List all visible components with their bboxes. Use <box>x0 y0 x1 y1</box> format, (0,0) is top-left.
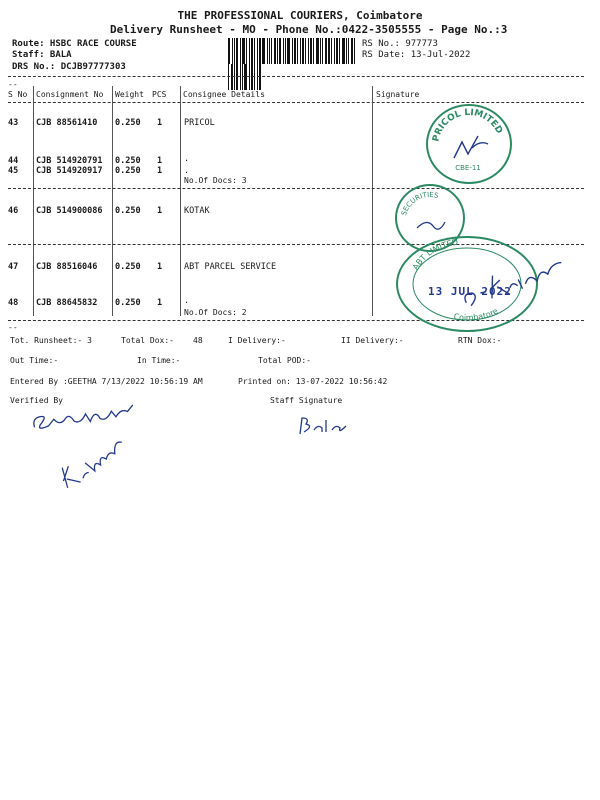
rs-number: RS No.: 977773 <box>362 39 438 49</box>
barcode-bar <box>257 64 258 90</box>
barcode-bar <box>310 38 312 64</box>
staff-line: Staff: BALA <box>12 50 72 60</box>
table-cell-consignee: . <box>184 154 190 164</box>
barcode-bar <box>249 64 250 90</box>
barcode-bar <box>242 64 243 90</box>
table-cell-weight: 0.250 <box>115 206 141 216</box>
barcode-bar <box>302 38 304 64</box>
barcode-bar <box>267 38 268 64</box>
table-cell-weight: 0.250 <box>115 166 141 176</box>
table-cell-pcs: 1 <box>157 118 163 128</box>
barcode-bar <box>300 38 301 64</box>
table-cell-pcs: 1 <box>157 206 163 216</box>
barcode-bar <box>249 38 250 64</box>
barcode-bar <box>231 64 233 90</box>
barcode-bar <box>277 38 278 64</box>
table-cell-consignee: . <box>184 166 190 176</box>
docs-count: No.Of Docs: 2 <box>184 308 247 317</box>
barcode-bar <box>354 38 355 64</box>
route-line: Route: HSBC RACE COURSE <box>12 39 137 49</box>
barcode-bar <box>259 64 261 90</box>
column-line <box>33 86 34 316</box>
marker-bottom: -- <box>8 323 18 332</box>
svg-text:PRICOL LIMITED: PRICOL LIMITED <box>431 107 505 143</box>
barcode-bar <box>283 38 284 64</box>
marker-top: -- <box>8 80 18 89</box>
barcode-bar <box>259 38 261 64</box>
table-cell-consignment: CJB 514920917 <box>36 166 103 176</box>
table-cell-sno: 43 <box>8 118 19 128</box>
table-cell-pcs: 1 <box>157 166 163 176</box>
col-header-consignment: Consignment No <box>36 90 104 99</box>
barcode-bar <box>240 38 241 64</box>
total-dox-label: Total Dox:- <box>121 336 174 345</box>
table-cell-consignment: CJB 88516046 <box>36 262 98 272</box>
barcode-bar <box>305 38 306 64</box>
table-cell-sno: 47 <box>8 262 19 272</box>
docs-count: No.Of Docs: 3 <box>184 176 247 185</box>
barcode-bar <box>262 38 265 64</box>
in-time: In Time:- <box>137 356 181 365</box>
barcode-bar <box>348 38 349 64</box>
table-cell-consignment: CJB 514920791 <box>36 156 103 166</box>
barcode-bar <box>351 38 353 64</box>
barcode-bar <box>269 38 270 64</box>
barcode-bar <box>246 38 247 64</box>
table-cell-pcs: 1 <box>157 262 163 272</box>
barcode-bar <box>294 38 296 64</box>
i-delivery: I Delivery:- <box>228 336 286 345</box>
barcode-bar <box>242 38 245 64</box>
pricol-stamp <box>426 104 512 184</box>
table-cell-weight: 0.250 <box>115 156 141 166</box>
divider <box>8 76 584 77</box>
entered-by: Entered By :GEETHA 7/13/2022 10:56:19 AM <box>10 377 203 386</box>
barcode-bar <box>325 38 327 64</box>
printed-on: Printed on: 13-07-2022 10:56:42 <box>238 377 388 386</box>
svg-text:SECURITIES: SECURITIES <box>399 190 440 217</box>
ii-delivery: II Delivery:- <box>341 336 404 345</box>
table-cell-weight: 0.250 <box>115 118 141 128</box>
table-cell-consignee: ABT PARCEL SERVICE <box>184 262 277 272</box>
table-cell-consignment: CJB 88561410 <box>36 118 98 128</box>
barcode-bar <box>308 38 309 64</box>
total-runsheet: Tot. Runsheet:- 3 <box>10 336 92 345</box>
barcode-bar <box>331 38 332 64</box>
col-header-signature: Signature <box>376 90 420 99</box>
barcode-bar <box>244 64 247 90</box>
barcode-bar <box>346 38 347 64</box>
svg-text:ABT LIMITED: ABT LIMITED <box>410 238 459 272</box>
barcode-bar <box>336 38 338 64</box>
barcode-bar <box>254 38 255 64</box>
col-header-pcs: PCS <box>152 90 167 99</box>
table-cell-sno: 44 <box>8 156 19 166</box>
company-title: THE PROFESSIONAL COURIERS, Coimbatore <box>177 9 423 22</box>
staff-signature-art <box>296 412 356 438</box>
barcode-bar <box>328 38 330 64</box>
rs-date: RS Date: 13-Jul-2022 <box>362 50 471 60</box>
barcode-bar <box>339 38 340 64</box>
barcode-bar <box>228 64 229 90</box>
table-cell-consignment: CJB 514900086 <box>36 206 103 216</box>
staff-signature <box>296 412 356 442</box>
col-header-sno: S No <box>8 90 28 99</box>
barcode-bar <box>236 64 238 90</box>
verified-by-label: Verified By <box>10 396 63 405</box>
out-time: Out Time:- <box>10 356 59 365</box>
barcode-bar <box>228 38 230 64</box>
drs-line: DRS No.: DCJB97777303 <box>12 62 126 72</box>
pricol-stamp-art <box>428 106 510 182</box>
barcode-bar <box>271 38 272 64</box>
barcode-bar <box>297 38 298 64</box>
table-cell-sno: 45 <box>8 166 19 176</box>
barcode-bar <box>257 38 258 64</box>
barcode-bar <box>313 38 314 64</box>
column-line <box>112 86 113 316</box>
barcode-bar <box>251 64 253 90</box>
barcode-bar <box>292 38 293 64</box>
total-dox-value: 48 <box>193 336 203 345</box>
runsheet-title: Delivery Runsheet - MO - Phone No.:0422-3505555 - Page No.:3 <box>110 23 508 36</box>
barcode-bar <box>232 38 233 64</box>
col-header-consignee: Consignee Details <box>183 90 265 99</box>
barcode-bar <box>285 38 286 64</box>
barcode-bar <box>322 38 323 64</box>
table-cell-sno: 48 <box>8 298 19 308</box>
total-pod: Total POD:- <box>258 356 311 365</box>
table-cell-pcs: 1 <box>157 156 163 166</box>
table-cell-consignee: PRICOL <box>184 118 215 128</box>
barcode-bar <box>316 38 319 64</box>
barcode-bar <box>234 64 235 90</box>
col-header-weight: Weight <box>115 90 144 99</box>
barcode-bar <box>287 38 290 64</box>
table-cell-pcs: 1 <box>157 298 163 308</box>
staff-signature-label: Staff Signature <box>270 396 343 405</box>
table-cell-consignee: KOTAK <box>184 206 210 216</box>
barcode <box>228 38 356 64</box>
barcode-bar <box>279 38 281 64</box>
column-line <box>372 86 373 316</box>
barcode-bar <box>334 38 335 64</box>
svg-text:CBE-11: CBE-11 <box>455 164 481 172</box>
rtn-dox: RTN Dox:- <box>458 336 502 345</box>
divider <box>8 102 584 103</box>
barcode-bar <box>254 64 255 90</box>
table-cell-consignee: . <box>184 296 190 306</box>
table-cell-consignment: CJB 88645832 <box>36 298 98 308</box>
table-cell-sno: 46 <box>8 206 19 216</box>
column-line <box>180 86 181 316</box>
svg-text:Coimbatore: Coimbatore <box>452 306 500 323</box>
table-cell-weight: 0.250 <box>115 298 141 308</box>
barcode-bar <box>274 38 276 64</box>
table-cell-weight: 0.250 <box>115 262 141 272</box>
divider <box>8 188 584 189</box>
barcode-bar <box>234 38 235 64</box>
barcode-bar <box>320 38 321 64</box>
barcode-bar <box>236 38 238 64</box>
date-stamp: 13 JUL 2022 <box>428 285 512 298</box>
barcode-bar <box>251 38 253 64</box>
barcode-bar <box>342 38 345 64</box>
barcode-bar <box>240 64 241 90</box>
